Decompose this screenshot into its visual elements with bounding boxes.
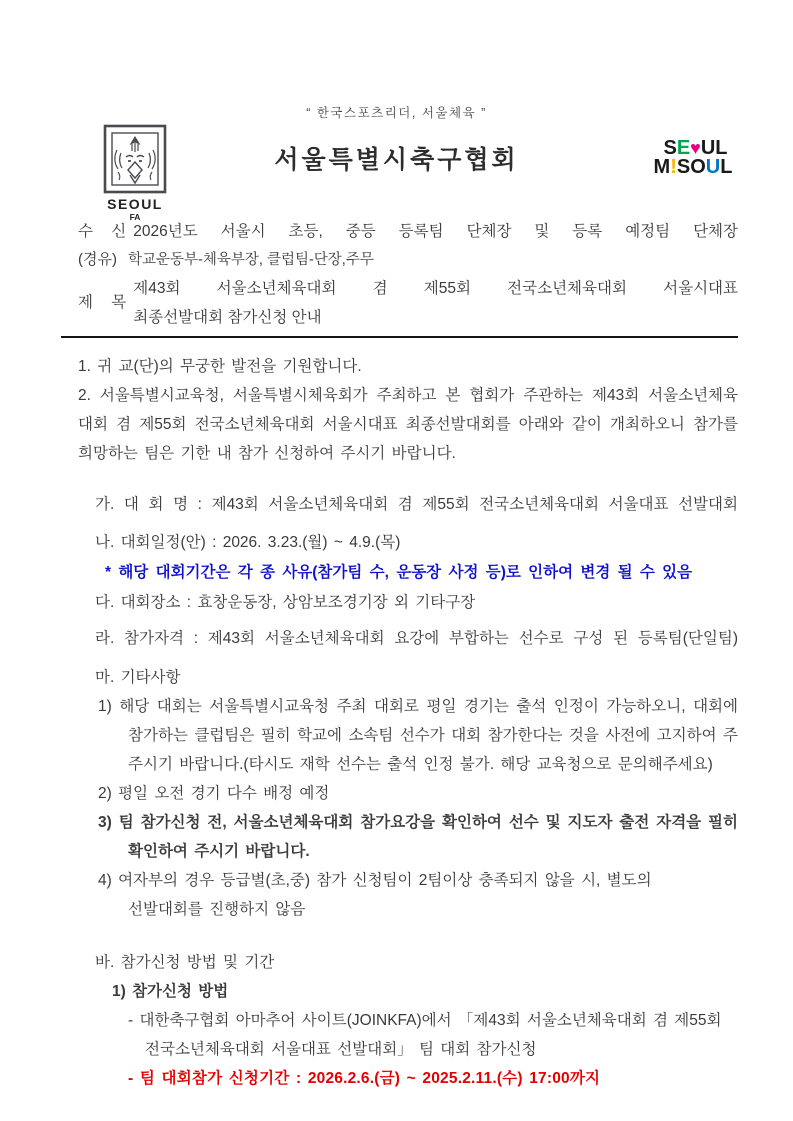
via-row bbox=[78, 246, 738, 274]
apply-method-item bbox=[78, 1006, 738, 1064]
section-competition-name: 가. 대 회 명 : 제43회 서울소년체육대회 겸 제55회 전국소년체육대회 서울대표 선발대회 bbox=[95, 496, 738, 513]
subject-value bbox=[133, 274, 738, 332]
section-eligibility: 라. 참가자격 : 제43회 서울소년체육대회 요강에 부합하는 선수로 구성 된 등록팀(단일팀) bbox=[95, 630, 738, 647]
recipient-row bbox=[78, 218, 738, 246]
subject-row bbox=[78, 274, 738, 332]
intro-line: 희망하는 팀은 기한 내 참가 신청하여 주시기 바랍니다. bbox=[78, 445, 456, 462]
etc-item-2: 2) 평일 오전 경기 다수 배정 예정 bbox=[98, 785, 330, 802]
schedule-change-note: * 해당 대회기간은 각 종 사유(참가팀 수, 운동장 사정 등)로 인하여 변경 될 수 있음 bbox=[105, 564, 693, 581]
paragraph-intro bbox=[78, 381, 738, 468]
via-label: (경유) bbox=[78, 251, 117, 268]
etc-item-line: 1) 해당 대회는 서울특별시교육청 주최 대회로 평일 경기는 출석 인정이 가능하오니, 대회에 bbox=[98, 698, 738, 715]
etc-item-line: 확인하여 주시기 바랍니다. bbox=[128, 843, 310, 860]
subject-divider bbox=[61, 336, 738, 338]
seoul-my-soul-line2 bbox=[650, 158, 736, 177]
section-schedule: 나. 대회일정(안) : 2026. 3.23.(월) ~ 4.9.(목) bbox=[95, 534, 401, 551]
apply-deadline: - 팀 대회참가 신청기간 : 2026.2.6.(금) ~ 2025.2.11.(수) 17:00까지 bbox=[128, 1070, 601, 1087]
recipient-value: 2026년도 서울시 초등, 중등 등록팀 단체장 및 등록 예정팀 단체장 bbox=[133, 223, 738, 240]
apply-method-line: 전국소년체육대회 서울대표 선발대회」 팀 대회 참가신청 bbox=[145, 1041, 537, 1058]
intro-line: 대회 겸 제55회 전국소년체육대회 서울시대표 최종선발대회를 아래와 같이 개최하오니 참가를 bbox=[78, 416, 738, 433]
logo-letter: O bbox=[690, 156, 706, 178]
seoul-my-soul-logo bbox=[650, 139, 736, 177]
etc-item-line: 주시기 바랍니다.(타시도 재학 선수는 출석 인정 불가. 해당 교육청으로 문의해주세요) bbox=[128, 756, 713, 773]
exclamation-icon: ! bbox=[670, 156, 677, 178]
section-venue: 다. 대회장소 : 효창운동장, 상암보조경기장 외 기타구장 bbox=[95, 594, 476, 611]
section-etc-heading: 마. 기타사항 bbox=[95, 669, 181, 686]
logo-letter: M bbox=[653, 156, 671, 178]
document-body bbox=[78, 218, 738, 1093]
subject-line: 최종선발대회 참가신청 안내 bbox=[133, 309, 322, 326]
seoul-fa-logo-text: SEOUL bbox=[107, 196, 163, 212]
logo-letter: L bbox=[720, 156, 733, 178]
section-apply-heading: 바. 참가신청 방법 및 기간 bbox=[95, 954, 275, 971]
etc-item-3 bbox=[78, 808, 738, 866]
header-slogan: “ 한국스포츠리더, 서울체육 ” bbox=[306, 106, 487, 120]
subject-line: 제43회 서울소년체육대회 겸 제55회 전국소년체육대회 서울시대표 bbox=[133, 280, 738, 297]
paragraph-greeting: 1. 귀 교(단)의 무궁한 발전을 기원합니다. bbox=[78, 358, 362, 375]
etc-item-line: 4) 여자부의 경우 등급별(초,중) 참가 신청팀이 2팀이상 충족되지 않을 시, 별도의 bbox=[98, 872, 652, 889]
etc-item-line: 선발대회를 진행하지 않음 bbox=[128, 901, 306, 918]
seoul-fa-lion-emblem-icon bbox=[98, 124, 172, 194]
etc-item-line: 3) 팀 참가신청 전, 서울소년체육대회 참가요강을 확인하여 선수 및 지도자 출전 자격을 필히 bbox=[98, 814, 738, 831]
seoul-fa-logo bbox=[98, 124, 172, 223]
smile-u-icon: U bbox=[705, 156, 721, 178]
etc-item-1 bbox=[78, 692, 738, 779]
logo-letter: S bbox=[663, 137, 677, 159]
logo-letter: U bbox=[700, 137, 716, 159]
via-value: 학교운동부-체육부장, 클럽팀-단장,주무 bbox=[128, 252, 374, 268]
intro-line: 2. 서울특별시교육청, 서울특별시체육회가 주최하고 본 협회가 주관하는 제43회 서울소년체육 bbox=[78, 387, 738, 404]
organization-title: 서울특별시축구협회 bbox=[274, 146, 519, 174]
apply-method-heading: 1) 참가신청 방법 bbox=[112, 983, 229, 1000]
etc-item-line: 참가하는 클럽팀은 필히 학교에 소속팀 선수가 대회 참가한다는 것을 사전에 고지하여 주 bbox=[128, 727, 738, 744]
subject-label: 제 목 bbox=[78, 294, 134, 311]
apply-method-line: - 대한축구협회 아마추어 사이트(JOINKFA)에서 「제43회 서울소년체육대회 겸 제55회 bbox=[128, 1012, 722, 1029]
logo-letter: S bbox=[676, 156, 691, 178]
logo-letter-green: E bbox=[676, 137, 691, 159]
logo-letter: L bbox=[715, 137, 728, 159]
seoul-fa-logo-subtext: FA bbox=[129, 212, 141, 223]
heart-icon: ♥ bbox=[690, 138, 701, 158]
etc-item-4 bbox=[78, 866, 738, 924]
recipient-label: 수 신 bbox=[78, 223, 134, 240]
